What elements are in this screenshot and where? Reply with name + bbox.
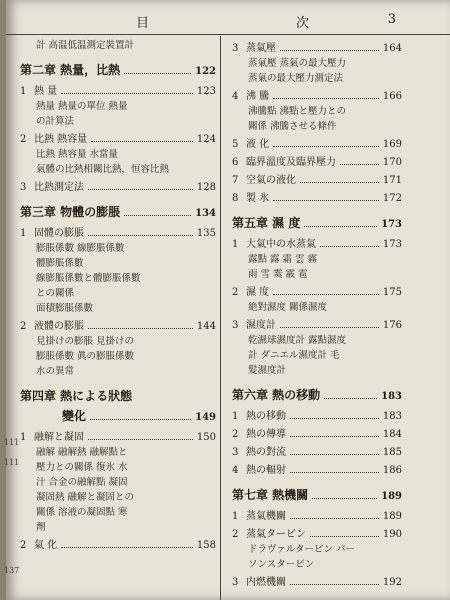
- toc-chapter-entry[interactable]: [20, 205, 216, 221]
- toc-section-entry[interactable]: [20, 539, 216, 553]
- entry-title: 大氣中の水蒸氣: [246, 239, 316, 250]
- section-number: 4: [232, 91, 239, 102]
- entry-page-number: 164: [382, 43, 402, 54]
- section-number: 1: [20, 432, 27, 443]
- section-number: 7: [232, 175, 239, 186]
- dot-leader: [88, 189, 193, 190]
- section-number: 1: [232, 511, 239, 522]
- section-number: 4: [232, 465, 239, 476]
- toc-chapter-entry[interactable]: [20, 63, 216, 79]
- entry-page-number: 149: [195, 412, 216, 423]
- dot-leader: [90, 419, 191, 420]
- toc-subentry: 計 高温低温測定裝置計: [36, 40, 135, 51]
- toc-chapter-entry[interactable]: [232, 388, 402, 404]
- section-number: 1: [232, 411, 239, 422]
- entry-title: 第六章 熱の移動: [232, 388, 321, 402]
- dot-leader: [290, 518, 379, 519]
- toc-subentry: 關係 沸騰させる條件: [248, 121, 337, 132]
- toc-section-entry[interactable]: [20, 181, 216, 195]
- toc-subentry: 水の異常: [36, 366, 75, 377]
- section-number: 2: [232, 429, 239, 440]
- toc-section-entry[interactable]: [232, 319, 402, 333]
- entry-title: 第二章 熱量，比熱: [20, 63, 121, 77]
- edge-mark: 137: [4, 566, 20, 575]
- toc-subentry: 熱量 熱量の單位 熱量: [36, 101, 128, 112]
- column-divider: [220, 36, 221, 600]
- entry-page-number: 184: [382, 429, 402, 440]
- toc-page: [6, 0, 450, 600]
- toc-subentry: 融解 融解熱 融解點と: [36, 447, 128, 458]
- section-number: 6: [232, 157, 239, 168]
- entry-page-number: 166: [382, 91, 402, 102]
- toc-subentry: ソンスタービン: [248, 559, 315, 570]
- toc-subentry: の計算法: [36, 116, 75, 127]
- entry-page-number: 170: [382, 157, 402, 168]
- toc-subentry: 凝固熱 融解と凝固との: [36, 492, 135, 503]
- section-number: 3: [232, 320, 239, 331]
- entry-page-number: 134: [195, 208, 216, 219]
- toc-subentry: 膨脹係數 線膨脹係數: [36, 243, 125, 254]
- dot-leader: [290, 472, 379, 473]
- section-number: 3: [232, 447, 239, 458]
- toc-chapter-entry[interactable]: [232, 216, 402, 232]
- toc-subentry: 計 ダニエル濕度計 毛: [248, 350, 340, 361]
- toc-subentry: 劑: [36, 522, 46, 533]
- toc-subentry: 蒸氣の最大壓力測定法: [248, 73, 344, 84]
- toc-subentry: 氣體の比熱相關比熱，恒容比熱: [36, 164, 170, 175]
- entry-page-number: 183: [381, 391, 402, 402]
- dot-leader: [290, 418, 379, 419]
- section-number: 2: [20, 540, 27, 551]
- dot-leader: [340, 164, 379, 165]
- dot-leader: [312, 498, 377, 499]
- entry-title: 熱の傳導: [246, 429, 286, 440]
- toc-subentry: 比熱 熱容量 水當量: [36, 149, 119, 160]
- toc-subentry: 關係 溶液の凝固點 寒: [36, 507, 128, 518]
- dot-leader: [61, 547, 193, 548]
- entry-page-number: 158: [196, 540, 216, 551]
- entry-title: 製 氷: [246, 193, 270, 204]
- section-number: 2: [232, 287, 239, 298]
- entry-page-number: 169: [382, 139, 402, 150]
- toc-section-entry[interactable]: [20, 133, 216, 147]
- entry-title: 第五章 濕 度: [232, 216, 301, 230]
- section-number: 1: [20, 228, 27, 239]
- entry-page-number: 144: [196, 321, 216, 332]
- entry-title: 液 化: [246, 139, 270, 150]
- toc-left-column: [20, 38, 216, 553]
- section-number: 1: [20, 86, 27, 97]
- toc-right-column: [232, 38, 402, 590]
- dot-leader: [124, 215, 191, 216]
- entry-page-number: 128: [196, 182, 216, 193]
- entry-page-number: 175: [382, 287, 402, 298]
- toc-subentry: 沸騰點 沸點と壓力との: [248, 106, 347, 117]
- entry-title: 濕 度: [246, 287, 270, 298]
- entry-title: 蒸氣機關: [246, 511, 286, 522]
- dot-leader: [88, 328, 193, 329]
- toc-section-entry[interactable]: [232, 410, 402, 424]
- entry-title: 氣 化: [34, 540, 58, 551]
- toc-subentry: 體膨脹係數: [36, 258, 84, 269]
- entry-page-number: 173: [382, 239, 402, 250]
- section-number: 3: [20, 182, 27, 193]
- toc-section-entry[interactable]: [232, 192, 402, 206]
- toc-section-entry[interactable]: [232, 286, 402, 300]
- dot-leader: [273, 294, 379, 295]
- entry-title: 熱 量: [34, 86, 58, 97]
- dot-leader: [61, 93, 193, 94]
- toc-section-entry[interactable]: [20, 227, 216, 241]
- dot-leader: [273, 200, 379, 201]
- entry-title: 比熱測定法: [34, 182, 84, 193]
- edge-mark: 111: [4, 458, 20, 467]
- edge-mark: 111: [4, 438, 20, 447]
- toc-section-entry[interactable]: [20, 431, 216, 445]
- toc-subentry: 髮濕度計: [248, 365, 287, 376]
- toc-section-entry[interactable]: [232, 156, 402, 170]
- dot-leader: [290, 436, 379, 437]
- toc-subentry: 壓力との關係 復氷 水: [36, 462, 128, 473]
- entry-title: 變化: [62, 409, 87, 423]
- toc-section-entry[interactable]: [232, 510, 402, 524]
- page-number: 3: [387, 12, 398, 27]
- section-number: 5: [232, 139, 239, 150]
- section-number: 8: [232, 193, 239, 204]
- toc-subentry: 汁 合金の融解點 凝固: [36, 477, 128, 488]
- dot-leader: [290, 454, 379, 455]
- entry-title: 内燃機關: [246, 577, 286, 588]
- dot-leader: [124, 73, 191, 74]
- entry-title: 比熱 熱容量: [34, 134, 88, 145]
- entry-title: 固體の膨脹: [34, 228, 84, 239]
- page-header: [6, 4, 450, 35]
- toc-subentry: 露點 露 霜 雲 霧: [248, 254, 318, 265]
- toc-chapter-entry[interactable]: [20, 389, 216, 403]
- toc-chapter-entry[interactable]: [20, 409, 216, 425]
- toc-section-entry[interactable]: [232, 138, 402, 152]
- section-number: 3: [232, 43, 239, 54]
- entry-page-number: 189: [381, 491, 402, 502]
- toc-section-entry[interactable]: [20, 85, 216, 99]
- header-right-char: 次: [296, 16, 312, 31]
- toc-subentry: との關係: [36, 288, 75, 299]
- entry-page-number: 183: [382, 411, 402, 422]
- toc-subentry: 絶對濕度 關係濕度: [248, 302, 328, 313]
- section-number: 2: [20, 321, 27, 332]
- toc-subentry: 線膨脹係數と體膨脹係數: [36, 273, 141, 284]
- toc-subentry: 見掛けの膨脹 見掛けの: [36, 336, 135, 347]
- dot-leader: [304, 226, 377, 227]
- entry-title: 融解と凝固: [34, 432, 84, 443]
- toc-section-entry[interactable]: [232, 464, 402, 478]
- header-left-char: 目: [136, 16, 152, 31]
- entry-title: 熱の輻射: [246, 465, 286, 476]
- dot-leader: [88, 235, 193, 236]
- toc-section-entry[interactable]: [20, 320, 216, 334]
- entry-page-number: 150: [196, 432, 216, 443]
- entry-title: 空氣の液化: [246, 175, 296, 186]
- entry-page-number: 122: [195, 66, 216, 77]
- entry-page-number: 123: [196, 86, 216, 97]
- dot-leader: [91, 141, 193, 142]
- dot-leader: [273, 98, 379, 99]
- toc-subentry: 膨脹係數 眞の膨脹係數: [36, 351, 135, 362]
- entry-page-number: 185: [382, 447, 402, 458]
- toc-section-entry[interactable]: [232, 428, 402, 442]
- entry-title: 臨界溫度及臨界壓力: [246, 157, 336, 168]
- entry-title: 熱の移動: [246, 411, 286, 422]
- dot-leader: [88, 439, 193, 440]
- section-number: 2: [232, 529, 239, 540]
- entry-title: 第四章 熱による狀態: [20, 389, 133, 403]
- toc-subentry: 蒸氣壓 蒸氣の最大壓力: [248, 58, 347, 69]
- dot-leader: [320, 246, 379, 247]
- toc-section-entry[interactable]: [232, 90, 402, 104]
- entry-title: 第七章 熱機關: [232, 488, 309, 502]
- entry-page-number: 192: [382, 577, 402, 588]
- entry-page-number: 176: [382, 320, 402, 331]
- entry-page-number: 124: [196, 134, 216, 145]
- section-number: 2: [20, 134, 27, 145]
- dot-leader: [324, 398, 377, 399]
- toc-section-entry[interactable]: [232, 238, 402, 252]
- entry-title: 蒸氣壓: [246, 43, 276, 54]
- entry-title: 液體の膨脹: [34, 321, 84, 332]
- toc-subentry: 乾濕球濕度計 露點濕度: [248, 335, 347, 346]
- dot-leader: [290, 584, 379, 585]
- dot-leader: [310, 536, 379, 537]
- entry-title: 蒸氣タービン: [246, 529, 306, 540]
- toc-section-entry[interactable]: [232, 174, 402, 188]
- toc-chapter-entry[interactable]: [232, 488, 402, 504]
- dot-leader: [280, 50, 379, 51]
- entry-page-number: 172: [382, 193, 402, 204]
- entry-title: 沸 騰: [246, 91, 270, 102]
- toc-section-entry[interactable]: [232, 42, 402, 56]
- entry-page-number: 186: [382, 465, 402, 476]
- entry-page-number: 190: [382, 529, 402, 540]
- entry-title: 濕度計: [246, 320, 276, 331]
- section-number: 1: [232, 239, 239, 250]
- entry-page-number: 135: [196, 228, 216, 239]
- dot-leader: [273, 146, 379, 147]
- entry-page-number: 189: [382, 511, 402, 522]
- dot-leader: [300, 182, 379, 183]
- toc-section-entry[interactable]: [232, 576, 402, 590]
- toc-section-entry[interactable]: [232, 446, 402, 460]
- entry-page-number: 173: [381, 219, 402, 230]
- entry-title: 第三章 物體の膨脹: [20, 205, 121, 219]
- toc-subentry: 面積膨脹係數: [36, 303, 94, 314]
- toc-section-entry[interactable]: [232, 528, 402, 542]
- section-number: 3: [232, 577, 239, 588]
- dot-leader: [280, 327, 379, 328]
- toc-subentry: ドラヴァルタービン パー: [248, 544, 356, 555]
- entry-page-number: 171: [382, 175, 402, 186]
- toc-subentry: 雨 雪 霙 霰 雹: [248, 269, 308, 280]
- entry-title: 熱の對流: [246, 447, 286, 458]
